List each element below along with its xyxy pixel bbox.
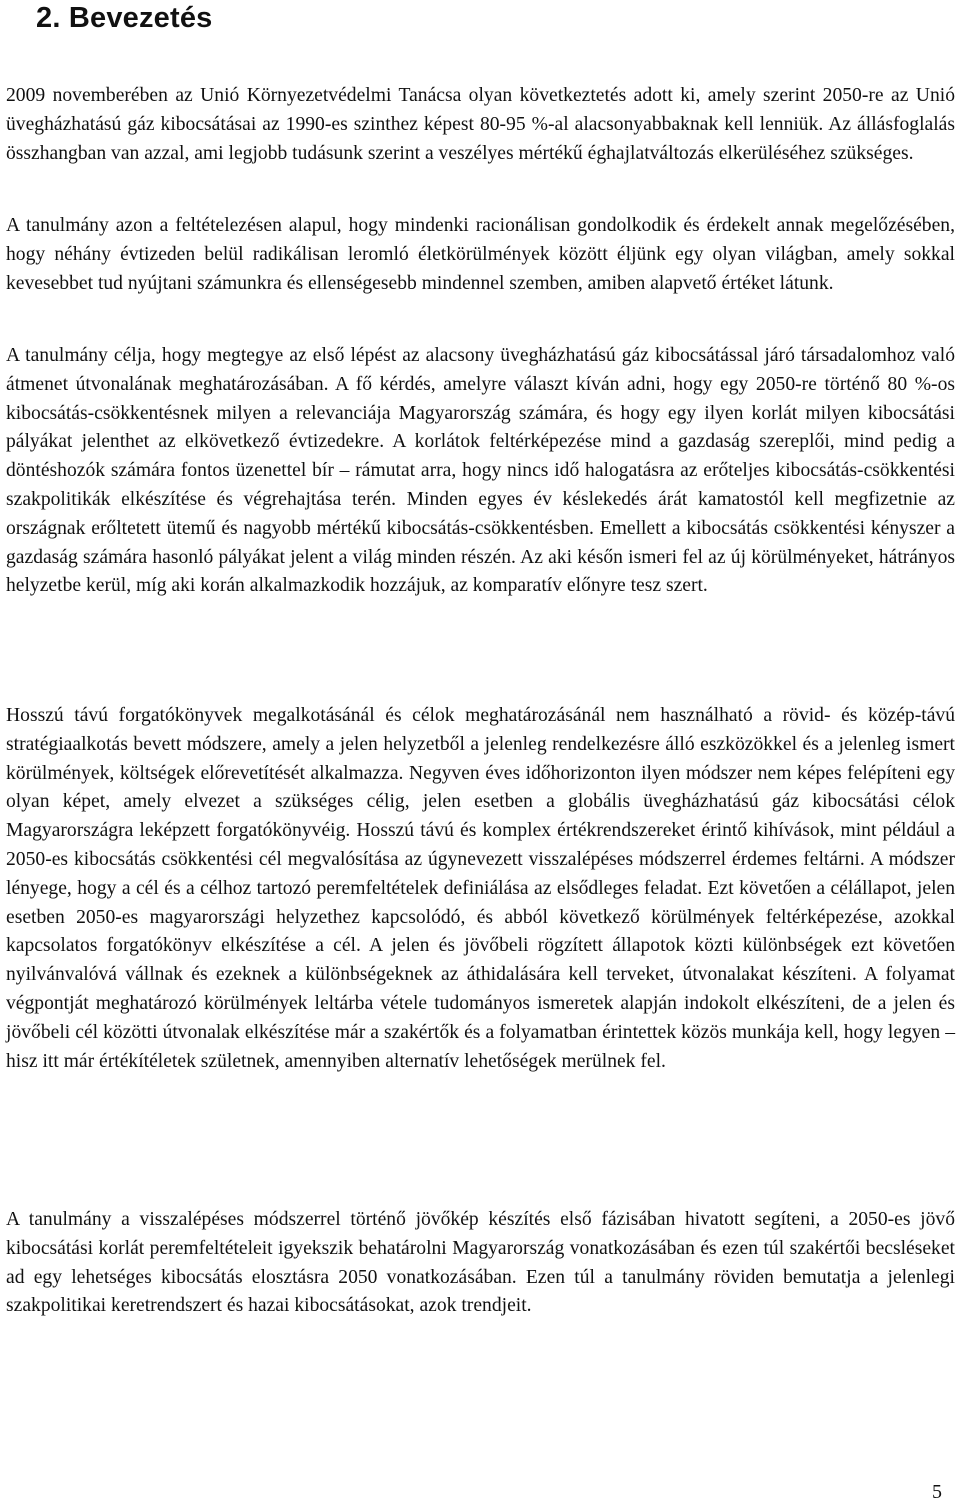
section-heading: 2. Bevezetés [36,2,213,34]
paragraph-scope: A tanulmány a visszalépéses módszerrel történő jövőkép készítés első fázisában hivatott segíteni, a 2050-es jövő kibocsátási korlát peremfeltételeit igyekszik behatárolni Magyarország vonatkozásában és ezen túl szakértői becsléseket ad egy lehetséges kibocsátás elosztásra 2050 vonatkozásában. Ezen túl a tanulmány röviden bemutatja a jelenlegi szakpolitikai keretrendszert és hazai kibocsátásokat, azok trendjeit. [6,1209,955,1317]
page-number: 5 [932,1481,942,1503]
paragraph-assumption: A tanulmány azon a feltételezésen alapul, hogy mindenki racionálisan gondolkodik és érdekelt annak megelőzésében, hogy néhány évtizeden belül radikálisan leromló életkörülmények között éljünk egy olyan világban, amely sokkal kevesebbet tud nyújtani számunkra és ellenségesebb mindennel szemben, amiben alapvető értéket látunk. [6,215,955,294]
paragraph-goal: A tanulmány célja, hogy megtegye az első lépést az alacsony üvegházhatású gáz kibocsátással járó társadalomhoz való átmenet útvonalának meghatározásában. A fő kérdés, amelyre választ kíván adni, hogy egy 2050-re történő 80 %-os kibocsátás-csökkentésnek milyen a relevanciája Magyarország számára, és hogy egy ilyen korlát milyen kibocsátási pályákat jelenthet az elkövetkező évtizedekre. A korlátok feltérképezése mind a gazdaság szereplői, mind pedig a döntéshozók számára fontos üzenettel bír – rámutat arra, hogy nincs idő halogatásra az erőteljes kibocsátás-csökkentési szakpolitikák elkészítése és végrehajtása terén. Minden egyes év késlekedés árát kamatostól kell megfizetnie az országnak erőltetett ütemű és nagyobb mértékű kibocsátás-csökkentésben. Emellett a kibocsátás csökkentési kényszer a gazdaság számára hasonló pályákat jelent a világ minden részén. Az aki későn ismeri fel az új körülményeket, hátrányos helyzetbe kerül, míg aki korán alkalmazkodik hozzájuk, az komparatív előnyre tesz szert. [6,345,955,597]
paragraph-intro: 2009 novemberében az Unió Környezetvédelmi Tanácsa olyan következtetés adott ki, amely szerint 2050-re az Unió üvegházhatású gáz kibocsátásai az 1990-es szinthez képest 80-95 %-al alacsonyabbaknak kell lenniük. Az állásfoglalás összhangban van azzal, ami legjobb tudásunk szerint a veszélyes mértékű éghajlatváltozás elkerüléséhez szükséges. [6,85,955,164]
paragraph-method: Hosszú távú forgatókönyvek megalkotásánál és célok meghatározásánál nem használható a rövid- és közép-távú stratégiaalkotás bevett módszere, amely a jelen helyzetből a jelenleg rendelkezésre álló eszközökkel és a jelenleg ismert körülmények, költségek előrevetítését alkalmazza. Negyven éves időhorizonton ilyen módszer nem képes felépíteni egy olyan képet, amely elvezet a szükséges célig, jelen esetben a globális üvegházhatású gáz kibocsátási célok Magyarországra leképzett forgatókönyvéig. Hosszú távú és komplex értékrendszereket érintő kihívások, mint például a 2050-es kibocsátás csökkentési cél megvalósítása az úgynevezett visszalépéses módszerrel érdemes feltárni. A módszer lényege, hogy a cél és a célhoz tartozó peremfeltételek definiálása az elsődleges feladat. Ezt követően a célállapot, jelen esetben 2050-es magyarországi helyzethez kapcsolódó, és abból következő körülmények feltérképezése, azokkal kapcsolatos forgatókönyv elkészítése a cél. A jelen és jövőbeli rögzített állapotok közti különbségek ezt követően nyilvánvalóvá vállnak és ezeknek a különbségeknek az áthidalására kell terveket, útvonalakat készíteni. A folyamat végpontját meghatározó körülmények leltárba vétele tudományos ismeretek alapján indokolt elkészíteni, de a jelen és jövőbeli cél közötti útvonalak elkészítése már a szakértők és a folyamatban érintettek közös munkája kell, hogy legyen – hisz itt már értékítéletek születnek, amennyiben alternatív lehetőségek merülnek fel. [6,705,955,1072]
